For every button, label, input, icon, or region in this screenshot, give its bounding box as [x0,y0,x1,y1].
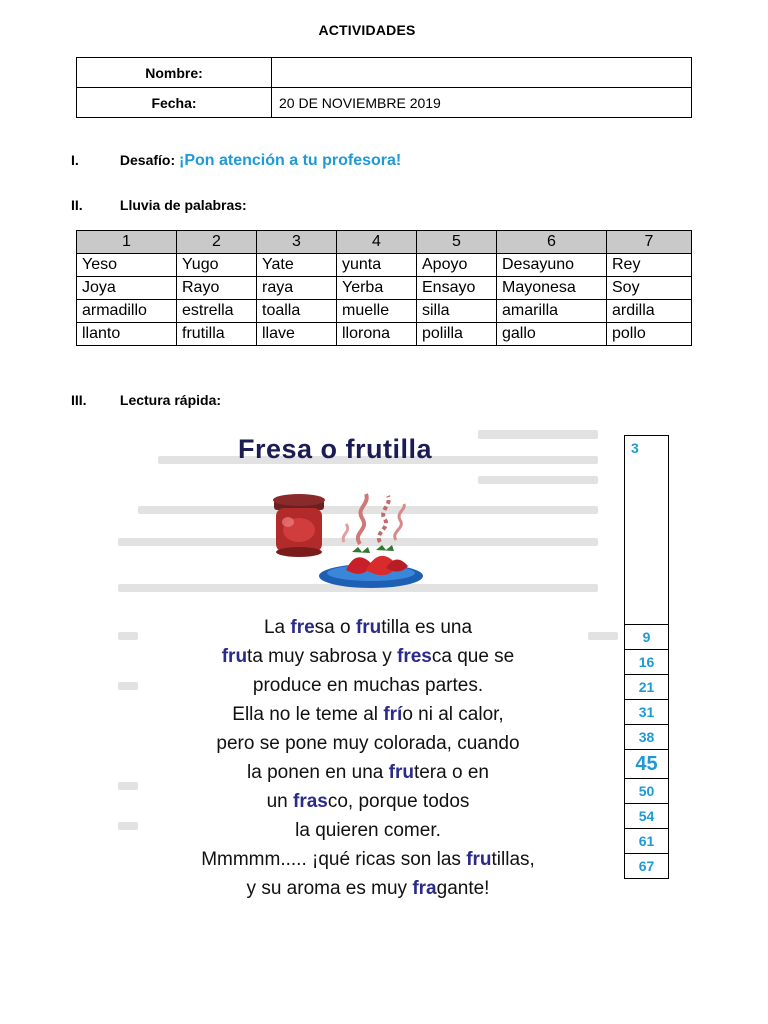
highlighted-syllable: frí [383,704,403,725]
table-row [77,323,692,346]
story-line [118,729,618,758]
word-cell: pollo [607,323,692,346]
story-title: Fresa o frutilla [238,434,433,464]
section-label: Desafío: [119,152,176,168]
word-cell: Yeso [77,254,177,277]
section-number: III. [71,392,87,408]
word-cell: frutilla [177,323,257,346]
word-cell: toalla [257,300,337,323]
story-fragment: tera o en [413,762,489,783]
word-count: 54 [625,804,669,829]
count-row [625,675,669,700]
word-count: 45 [625,750,669,779]
story-fragment: la ponen en una [247,762,389,783]
story-text [118,613,618,898]
word-cell: Apoyo [417,254,497,277]
story-line [118,613,618,642]
count-row [625,700,669,725]
word-count: 3 [625,436,669,625]
highlighted-syllable: fru [466,849,492,870]
story-fragment: ca que se [431,646,515,667]
word-count: 67 [625,854,669,879]
word-cell: Mayonesa [497,277,607,300]
name-row [77,58,692,88]
story-fragment: o ni al calor, [402,704,504,725]
word-count: 21 [625,675,669,700]
word-table-header [77,231,692,254]
name-field[interactable] [272,58,692,88]
name-label: Nombre: [77,58,272,88]
table-row [77,300,692,323]
count-row [625,750,669,779]
date-label: Fecha: [77,88,272,118]
word-cell: Soy [607,277,692,300]
count-row [625,650,669,675]
word-cell: Rey [607,254,692,277]
highlighted-syllable: fru [355,617,382,638]
column-header: 5 [417,231,497,254]
story-fragment: ta muy sabrosa y [247,646,397,667]
word-cell: muelle [337,300,417,323]
word-count: 16 [625,650,669,675]
story-fragment: Mmmmm..... ¡qué ricas son las [201,849,467,870]
column-header: 4 [337,231,417,254]
highlighted-syllable: fru [221,646,248,667]
column-header: 3 [257,231,337,254]
word-cell: ardilla [607,300,692,323]
highlighted-syllable: fras [293,791,328,812]
highlighted-syllable: fra [412,878,437,898]
word-cell: gallo [497,323,607,346]
word-cell: Yugo [177,254,257,277]
count-row [625,804,669,829]
word-count-column [624,435,669,879]
section-label: Lectura rápida: [119,392,222,408]
student-info-table [76,57,692,118]
column-header: 7 [607,231,692,254]
word-cell: Desayuno [497,254,607,277]
story-fragment: pero se pone muy colorada, cuando [216,733,520,754]
word-cell: Rayo [177,277,257,300]
column-header: 2 [177,231,257,254]
section-number: II. [71,197,83,213]
count-row [625,854,669,879]
word-cell: Yate [257,254,337,277]
story-fragment: co, porque todos [327,791,470,812]
reading-image [118,420,618,898]
page-title: ACTIVIDADES [318,22,416,38]
count-row [625,625,669,650]
section-number: I. [71,152,79,168]
table-row [77,277,692,300]
word-count: 61 [625,829,669,854]
story-line [118,845,618,874]
word-cell: llorona [337,323,417,346]
story-line [118,671,618,700]
challenge-text: ¡Pon atención a tu profesora! [179,152,402,169]
story-fragment: un [266,791,293,812]
story-line [118,787,618,816]
section-lluvia [71,197,247,213]
section-label: Lluvia de palabras: [119,197,247,213]
date-row [77,88,692,118]
story-fragment: tilla es una [381,617,473,638]
count-row [625,725,669,750]
word-cell: silla [417,300,497,323]
section-lectura [71,392,221,408]
word-cell: Yerba [337,277,417,300]
story-line [118,874,618,898]
story-fragment: produce en muchas partes. [252,675,484,696]
count-row [625,829,669,854]
column-header: 1 [77,231,177,254]
highlighted-syllable: fres [397,646,432,667]
strawberry-illustration [268,482,438,592]
story-line [118,642,618,671]
word-cell: yunta [337,254,417,277]
word-cell: amarilla [497,300,607,323]
word-cell: Ensayo [417,277,497,300]
word-cell: llanto [77,323,177,346]
word-count: 31 [625,700,669,725]
highlighted-syllable: fre [290,617,315,638]
story-fragment: tillas, [491,849,535,870]
word-count: 50 [625,779,669,804]
count-row [625,436,669,625]
word-cell: armadillo [77,300,177,323]
word-cell: raya [257,277,337,300]
date-field[interactable]: 20 DE NOVIEMBRE 2019 [272,88,692,118]
column-header: 6 [497,231,607,254]
word-cell: Joya [77,277,177,300]
story-fragment: Ella no le teme al [232,704,384,725]
story-fragment: La [263,617,291,638]
word-count: 38 [625,725,669,750]
story-fragment: la quieren comer. [295,820,441,841]
word-rain-table [76,230,692,346]
word-count: 9 [625,625,669,650]
table-row [77,254,692,277]
story-fragment: sa o [314,617,356,638]
story-line [118,816,618,845]
story-line [118,758,618,787]
count-row [625,779,669,804]
word-cell: llave [257,323,337,346]
story-fragment: y su aroma es muy [246,878,413,898]
highlighted-syllable: fru [388,762,414,783]
section-desafio [71,152,401,170]
story-line [118,700,618,729]
word-cell: estrella [177,300,257,323]
word-cell: polilla [417,323,497,346]
story-fragment: gante! [436,878,490,898]
